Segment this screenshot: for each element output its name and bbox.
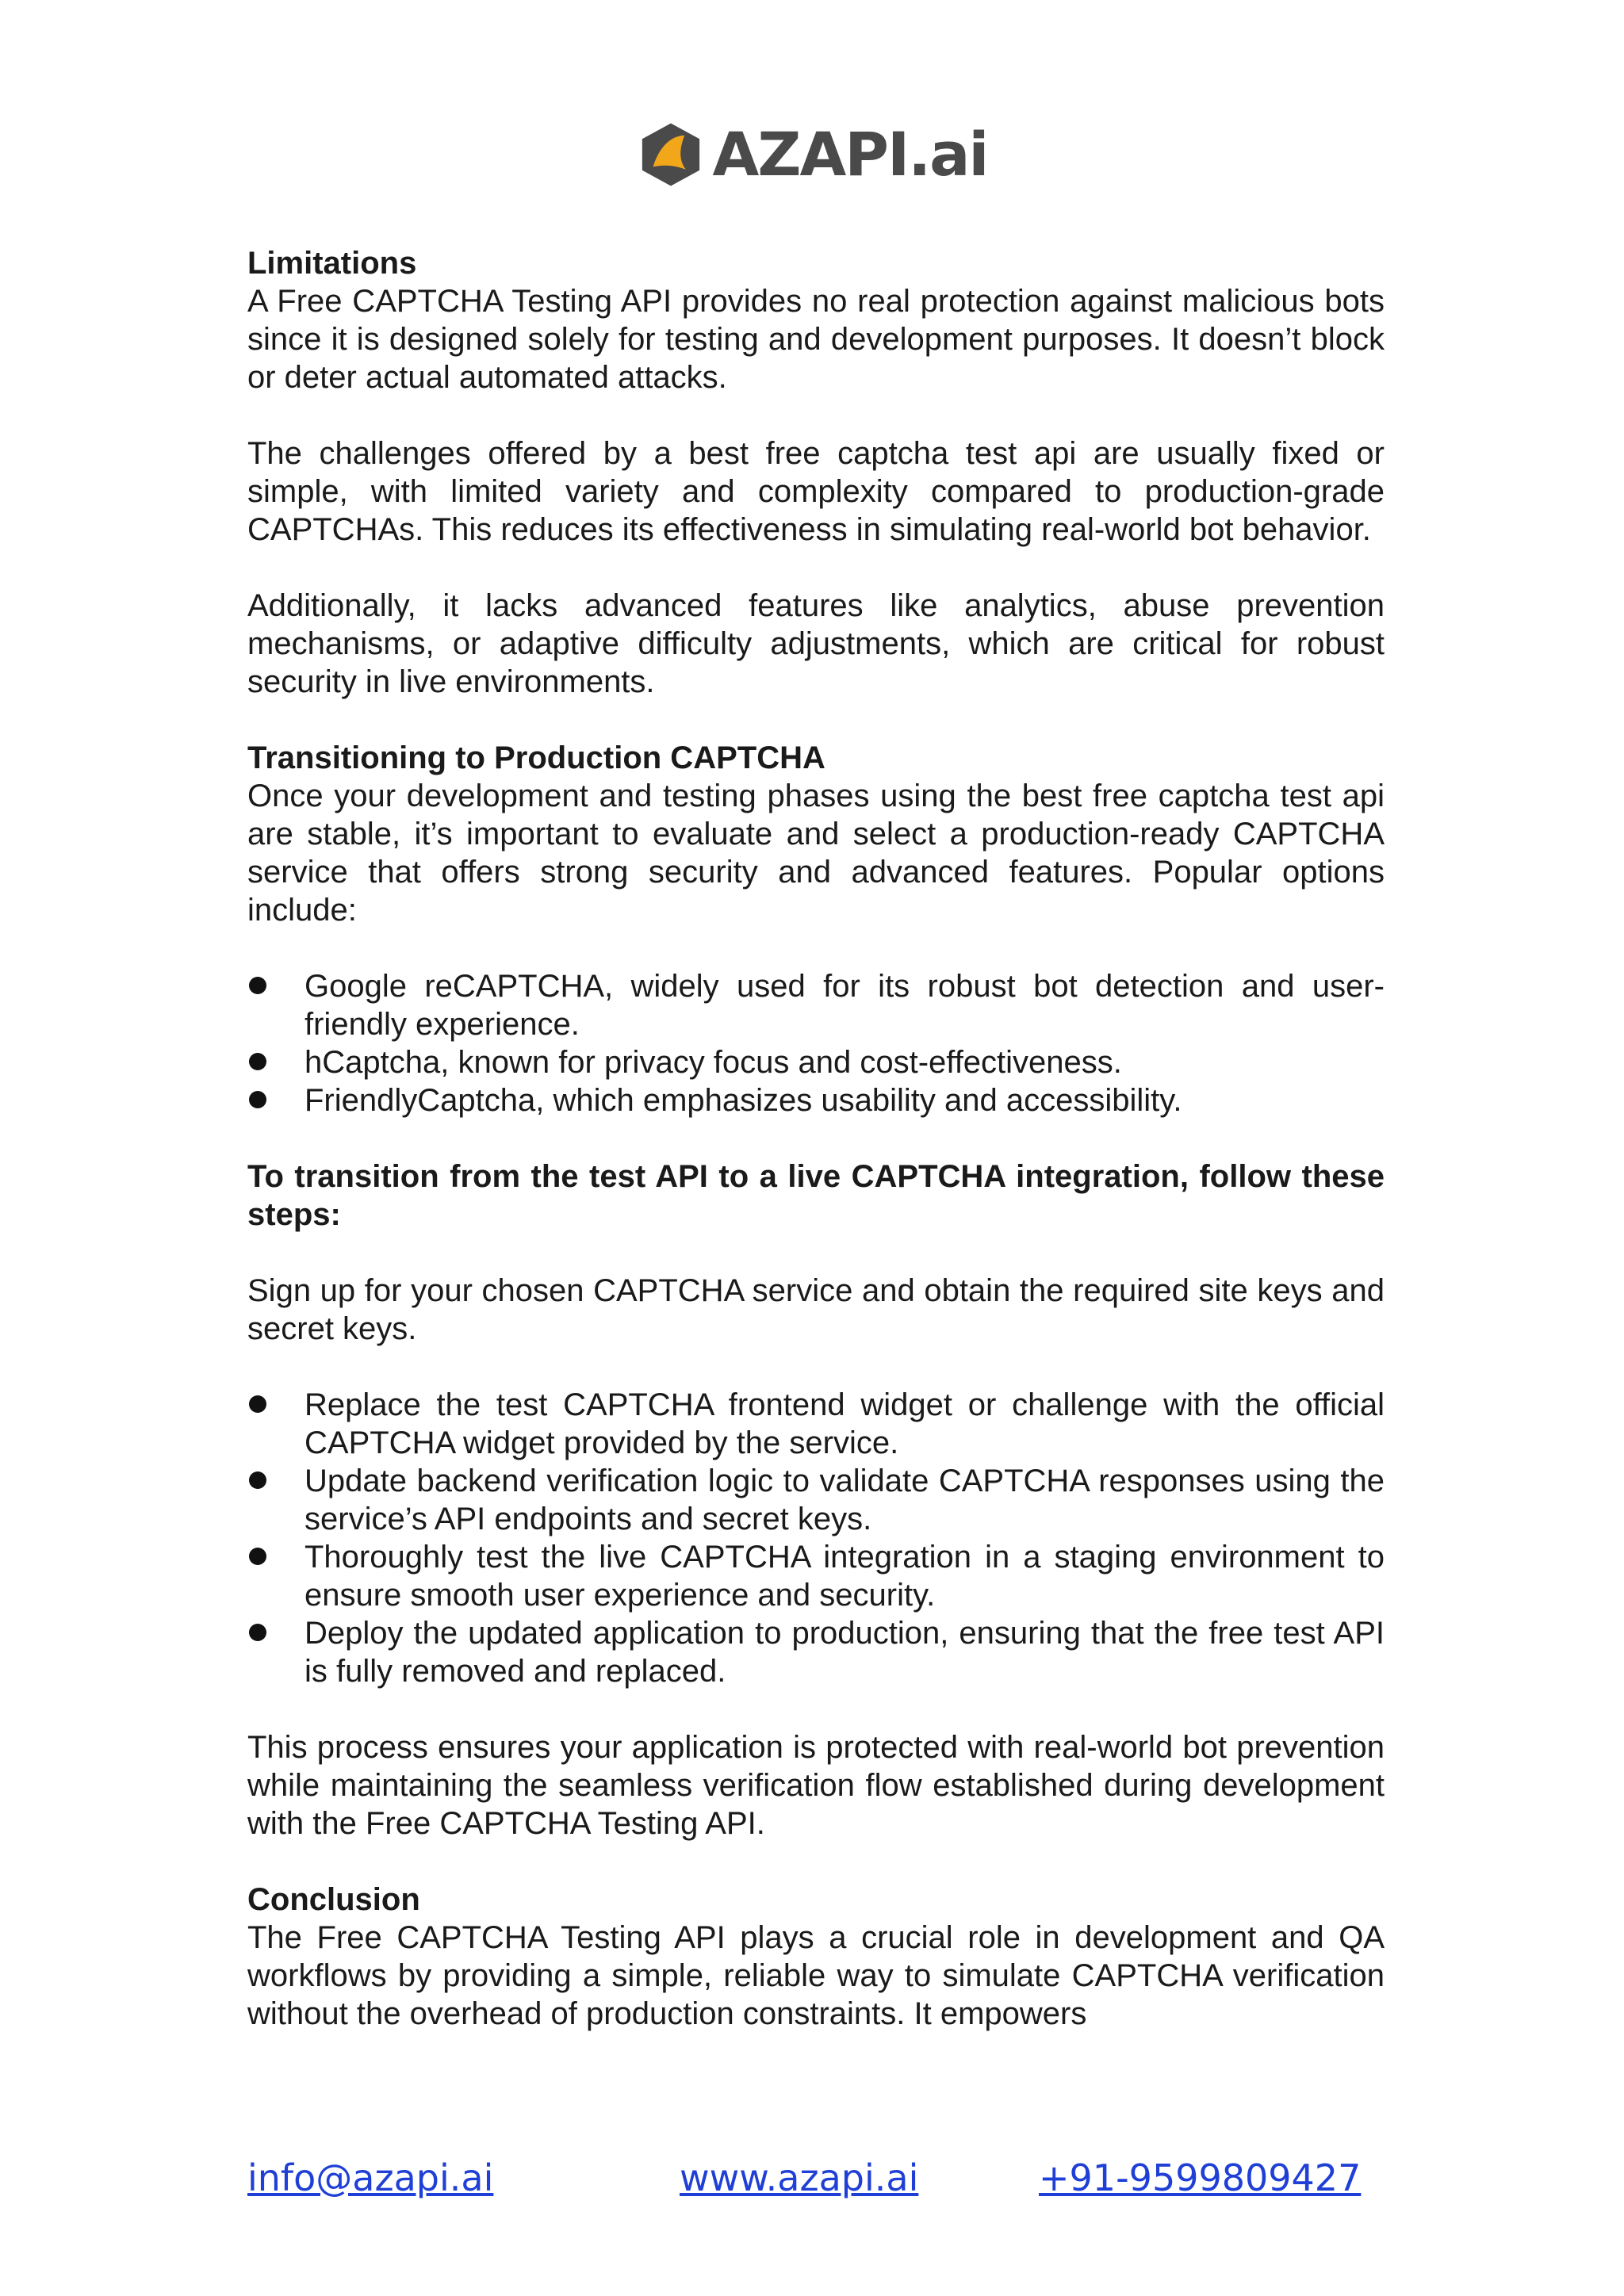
paragraph: A Free CAPTCHA Testing API provides no real protection against malicious bots since it is designed solely for testing and development purposes. It doesn’t block or deter actual automated attacks. — [247, 284, 1385, 395]
list-item — [247, 1462, 1385, 1538]
captcha-options-list — [247, 967, 1385, 1119]
bullet-icon — [249, 977, 266, 994]
list-item-text: Deploy the updated application to production, ensuring that the free test API is fully removed and replaced. — [304, 1616, 1385, 1689]
azapi-hexagon-logo-icon — [637, 121, 705, 189]
bullet-icon — [249, 1624, 266, 1641]
list-item-text: hCaptcha, known for privacy focus and cost-effectiveness. — [304, 1045, 1122, 1080]
email-link[interactable]: info@azapi.ai — [247, 2156, 494, 2199]
list-item — [247, 1614, 1385, 1690]
steps-heading: To transition from the test API to a live CAPTCHA integration, follow these steps: — [247, 1159, 1385, 1232]
transition-steps-list — [247, 1386, 1385, 1690]
section-heading-conclusion: Conclusion — [247, 1882, 420, 1917]
page-footer — [247, 2156, 1385, 2212]
list-item — [247, 1386, 1385, 1462]
list-item — [247, 1081, 1385, 1119]
section-heading-limitations: Limitations — [247, 246, 417, 281]
paragraph: Once your development and testing phases using the best free captcha test api are stable, it’s important to evaluate and select a production-ready CAPTCHA service that offers strong security and advanced features. Popular options include: — [247, 779, 1385, 928]
section-heading-transition: Transitioning to Production CAPTCHA — [247, 740, 825, 775]
bullet-icon — [249, 1471, 266, 1489]
paragraph: Additionally, it lacks advanced features like analytics, abuse prevention mechanisms, or adaptive difficulty adjustments, which are critical for robust security in live environments. — [247, 588, 1385, 699]
bullet-icon — [249, 1548, 266, 1565]
list-item-text: Update backend verification logic to validate CAPTCHA responses using the service’s API endpoints and secret keys. — [304, 1464, 1385, 1536]
page-header — [0, 119, 1624, 190]
list-item-text: Thoroughly test the live CAPTCHA integration in a staging environment to ensure smooth user experience and security. — [304, 1540, 1385, 1613]
azapi-logo — [637, 121, 988, 189]
paragraph: The challenges offered by a best free captcha test api are usually fixed or simple, with limited variety and complexity compared to production-grade CAPTCHAs. This reduces its effectiveness in simulating real-world bot behavior. — [247, 436, 1385, 547]
document-body — [247, 244, 1385, 2033]
bullet-icon — [249, 1395, 266, 1413]
website-link[interactable]: www.azapi.ai — [680, 2156, 919, 2199]
paragraph: The Free CAPTCHA Testing API plays a crucial role in development and QA workflows by providing a simple, reliable way to simulate CAPTCHA verification without the overhead of production constraints. It empowers — [247, 1920, 1385, 2031]
list-item — [247, 967, 1385, 1043]
bullet-icon — [249, 1091, 266, 1108]
paragraph: This process ensures your application is protected with real-world bot prevention while maintaining the seamless verification flow established during development with the Free CAPTCHA Testing API. — [247, 1730, 1385, 1841]
list-item — [247, 1538, 1385, 1614]
paragraph: Sign up for your chosen CAPTCHA service and obtain the required site keys and secret keys. — [247, 1273, 1385, 1346]
bullet-icon — [249, 1053, 266, 1070]
list-item-text: Replace the test CAPTCHA frontend widget or challenge with the official CAPTCHA widget provided by the service. — [304, 1387, 1385, 1460]
phone-link[interactable]: +91-9599809427 — [1039, 2156, 1362, 2199]
list-item — [247, 1043, 1385, 1081]
logo-wordmark: AZAPI.ai — [712, 119, 988, 189]
list-item-text: Google reCAPTCHA, widely used for its robust bot detection and user-friendly experience. — [304, 969, 1385, 1042]
list-item-text: FriendlyCaptcha, which emphasizes usability and accessibility. — [304, 1083, 1182, 1118]
